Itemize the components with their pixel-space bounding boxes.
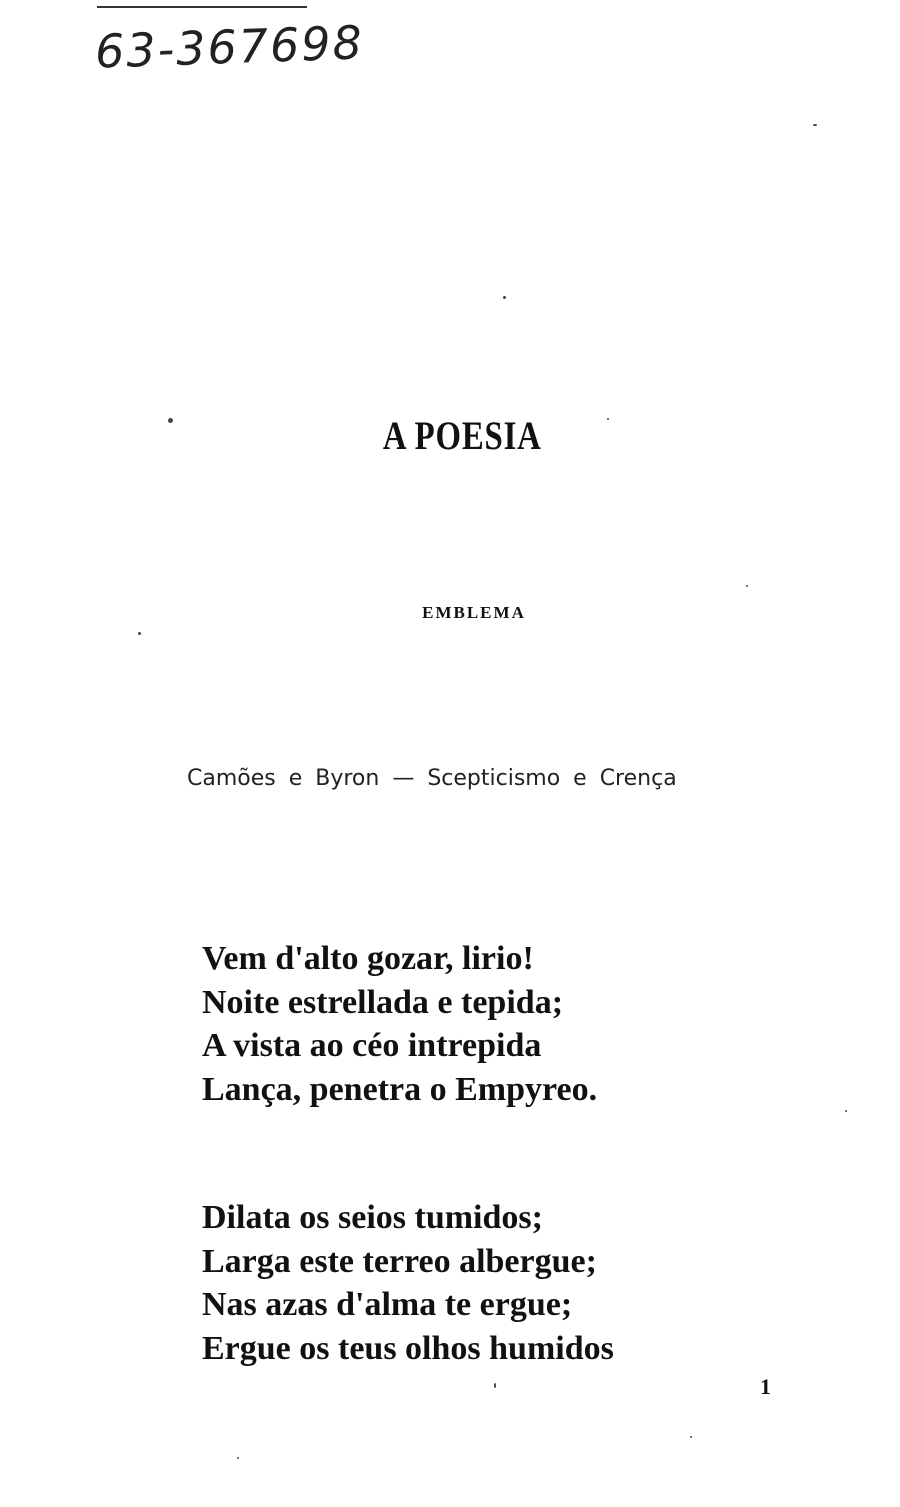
scan-speck [237, 1457, 239, 1459]
scan-speck [168, 418, 173, 423]
scan-speck [138, 632, 141, 635]
page-subtitle: EMBLEMA [422, 603, 526, 622]
verse-line: Larga este terreo albergue; [202, 1242, 597, 1280]
verse-line: Noite estrellada e tepida; [202, 983, 564, 1021]
verse-line: Ergue os teus olhos humidos [202, 1329, 614, 1367]
verse-line: Dilata os seios tumidos; [202, 1199, 543, 1236]
scan-speck [813, 124, 817, 126]
scan-speck [845, 1110, 847, 1112]
page-number: 1 [760, 1374, 771, 1399]
stanza [202, 1196, 614, 1370]
verse-line: Nas azas d'alma te ergue; [202, 1286, 573, 1323]
epigraph: Camões e Byron — Scepticismo e Crença [187, 766, 677, 791]
handwritten-call-number: 63-367698 [94, 15, 365, 79]
scan-speck [607, 418, 609, 420]
stanza [202, 937, 597, 1111]
top-rule [97, 6, 307, 8]
verse-line: Lança, penetra o Empyreo. [202, 1070, 598, 1108]
scan-speck [503, 296, 506, 299]
scan-speck [494, 1383, 496, 1388]
page-title: A POESIA [382, 413, 542, 458]
scan-speck [746, 585, 748, 587]
verse-line: Vem d'alto gozar, lirio! [202, 940, 534, 977]
verse-line: A vista ao céo intrepida [202, 1027, 542, 1064]
scan-speck [690, 1436, 692, 1438]
